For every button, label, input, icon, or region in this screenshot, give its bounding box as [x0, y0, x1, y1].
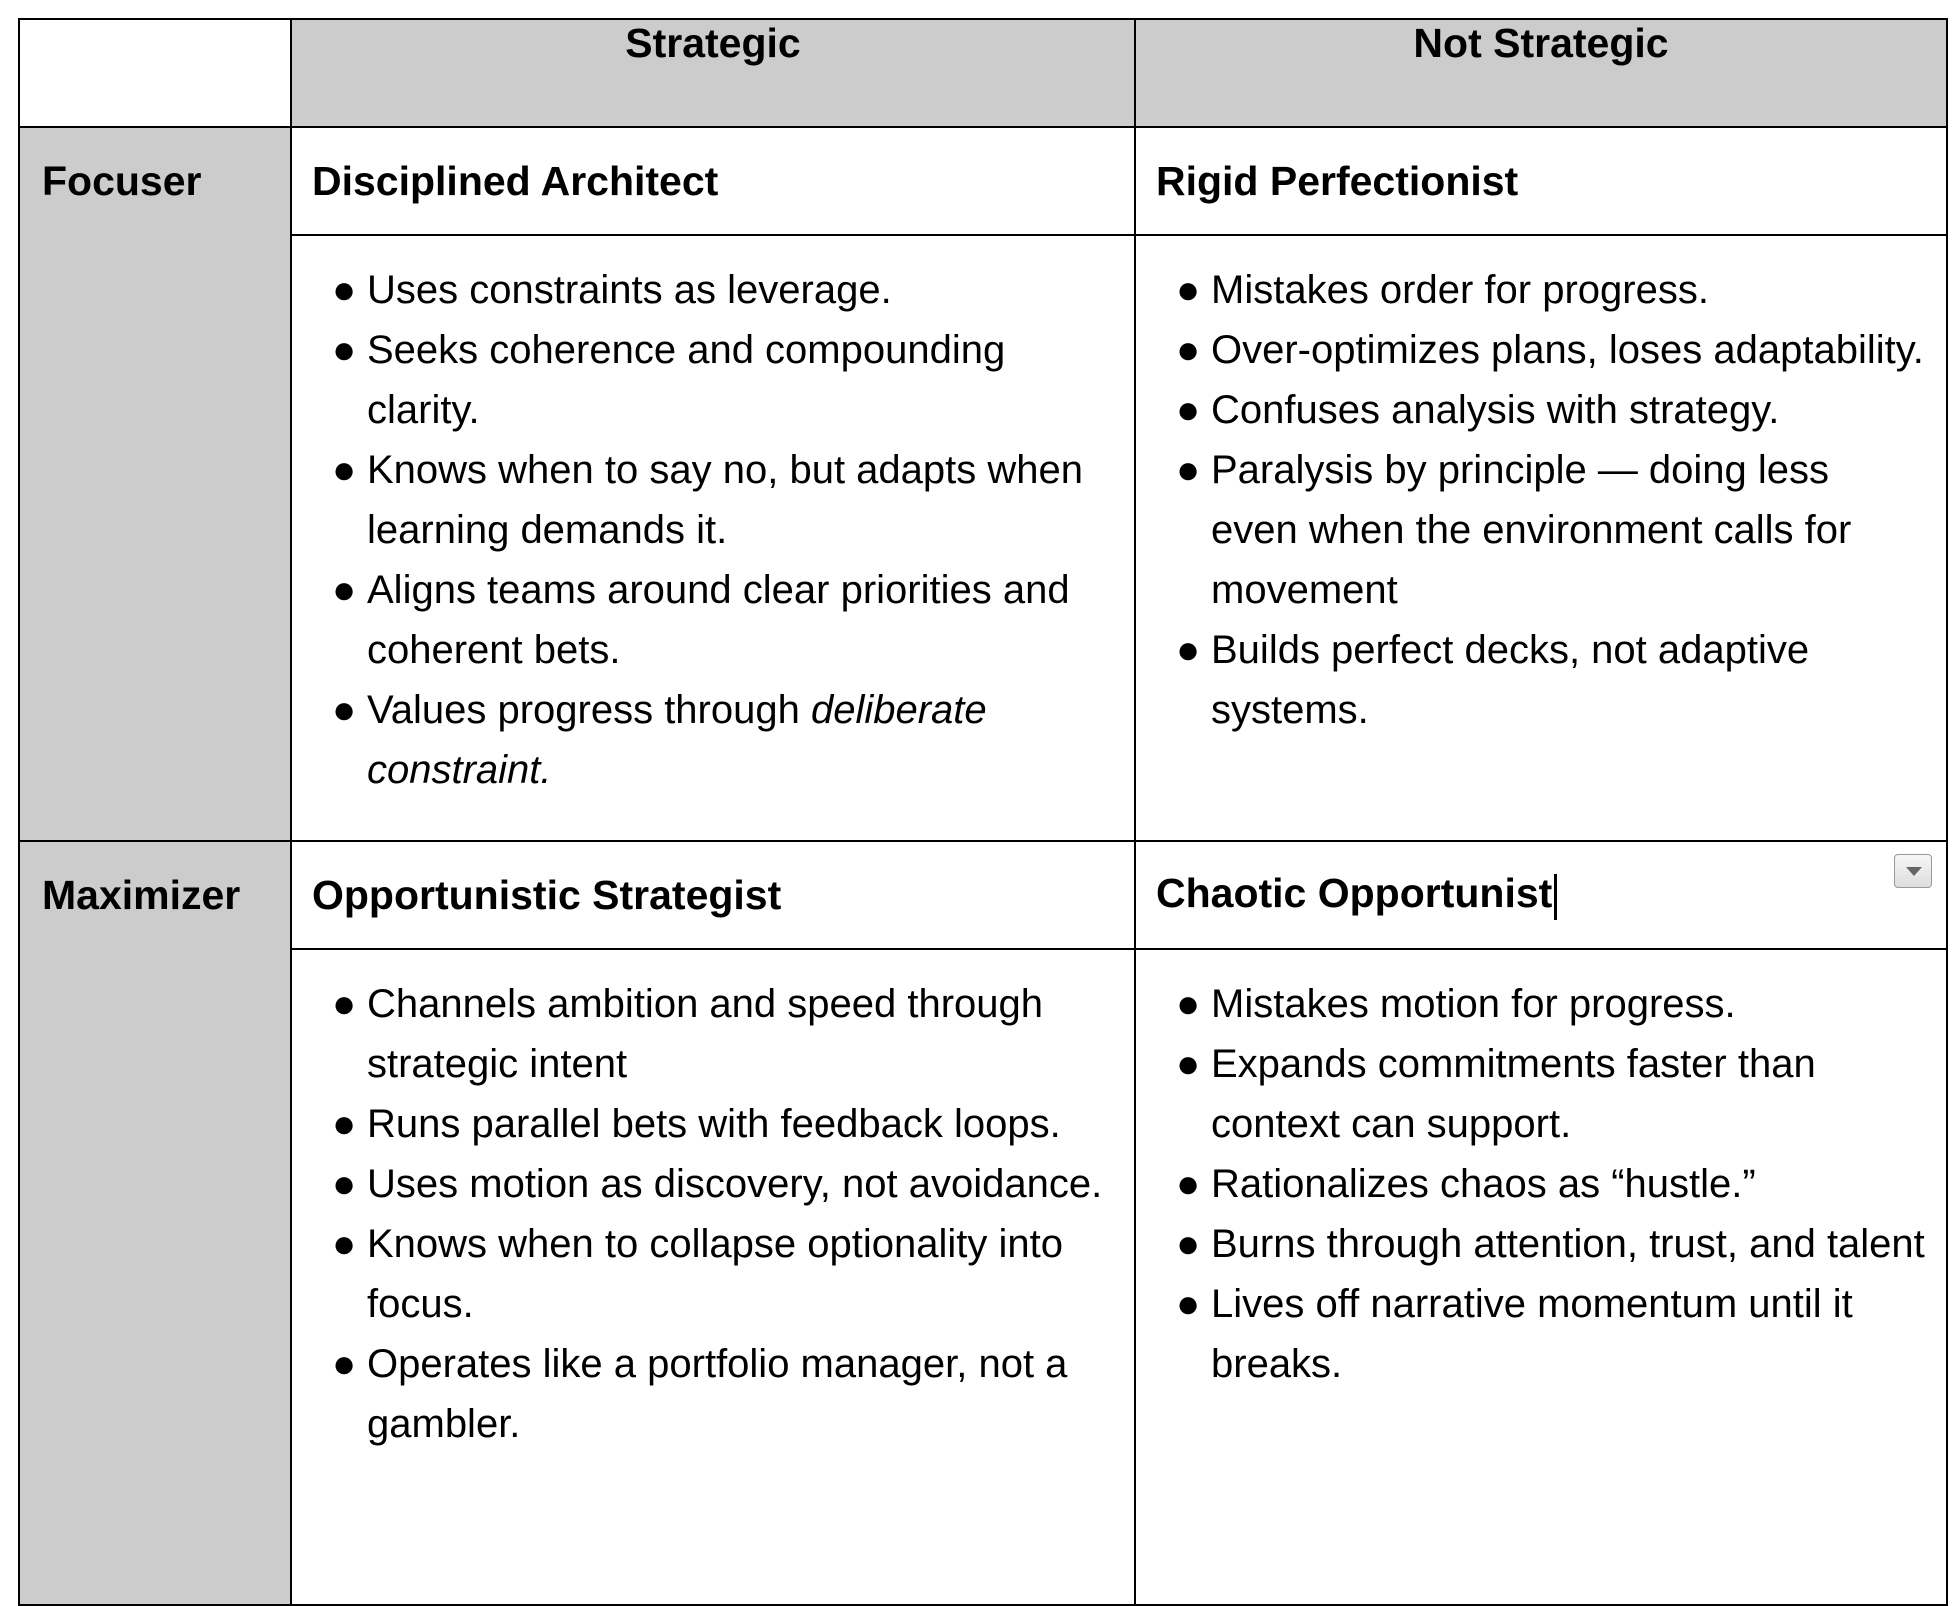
bullet-icon: ● [332, 1222, 357, 1266]
row-label-maximizer[interactable]: Maximizer [19, 841, 291, 1605]
bullet-icon: ● [332, 268, 357, 312]
bullet-icon: ● [332, 688, 357, 732]
bullet-icon: ● [332, 448, 357, 492]
bullet-icon: ● [1176, 982, 1201, 1026]
list-item: ● Builds perfect decks, not adaptive systems. [1176, 620, 1926, 740]
list-item: ● Rationalizes chaos as “hustle.” [1176, 1154, 1926, 1214]
strategy-matrix-table [18, 18, 1948, 1606]
list-item: ● Aligns teams around clear priorities and coherent bets. [332, 560, 1114, 680]
list-item: ● Uses constraints as leverage. [332, 260, 1114, 320]
bullet-icon: ● [1176, 388, 1201, 432]
bullet-icon: ● [1176, 268, 1201, 312]
bullet-icon: ● [1176, 1042, 1201, 1086]
list-item: ● Mistakes motion for progress. [1176, 974, 1926, 1034]
list-item: ● Knows when to say no, but adapts when learning demands it. [332, 440, 1114, 560]
row-label-focuser[interactable]: Focuser [19, 127, 291, 841]
bullet-icon: ● [1176, 1222, 1201, 1266]
column-header-not-strategic[interactable]: Not Strategic [1135, 19, 1947, 127]
list-item: ● Runs parallel bets with feedback loops. [332, 1094, 1114, 1154]
list-item: ● Mistakes order for progress. [1176, 260, 1926, 320]
list-item: ● Seeks coherence and compounding clarity. [332, 320, 1114, 440]
cell-body-rigid-perfectionist[interactable] [1135, 235, 1947, 841]
cell-title-opportunistic-strategist[interactable]: Opportunistic Strategist [291, 841, 1135, 949]
list-item: ● Over-optimizes plans, loses adaptability. [1176, 320, 1926, 380]
bullet-icon: ● [332, 568, 357, 612]
list-item: ● Uses motion as discovery, not avoidance. [332, 1154, 1114, 1214]
list-item: ● Channels ambition and speed through strategic intent [332, 974, 1114, 1094]
bullet-list [1176, 260, 1926, 740]
cell-menu-chevron-down-icon[interactable] [1894, 854, 1932, 888]
bullet-icon: ● [1176, 1282, 1201, 1326]
bullet-icon: ● [1176, 1162, 1201, 1206]
bullet-list [332, 974, 1114, 1454]
list-item: ● Paralysis by principle — doing less even when the environment calls for movement [1176, 440, 1926, 620]
bullet-icon: ● [1176, 448, 1201, 492]
list-item: ● Burns through attention, trust, and talent [1176, 1214, 1926, 1274]
list-item: ● Expands commitments faster than context can support. [1176, 1034, 1926, 1154]
bullet-icon: ● [332, 328, 357, 372]
text-cursor-icon [1554, 874, 1557, 920]
cell-title-chaotic-opportunist[interactable] [1135, 841, 1947, 949]
cell-title-rigid-perfectionist[interactable]: Rigid Perfectionist [1135, 127, 1947, 235]
bullet-icon: ● [1176, 328, 1201, 372]
focuser-title-row [19, 127, 1947, 235]
list-item: ● Confuses analysis with strategy. [1176, 380, 1926, 440]
italic-text: deliberate constraint. [367, 688, 987, 792]
header-row [19, 19, 1947, 127]
focuser-body-row [19, 235, 1947, 841]
column-header-strategic[interactable]: Strategic [291, 19, 1135, 127]
cell-body-disciplined-architect[interactable] [291, 235, 1135, 841]
cell-body-opportunistic-strategist[interactable] [291, 949, 1135, 1605]
bullet-icon: ● [332, 1102, 357, 1146]
corner-cell[interactable] [19, 19, 291, 127]
bullet-icon: ● [332, 1342, 357, 1386]
list-item: ● Knows when to collapse optionality into focus. [332, 1214, 1114, 1334]
cell-body-chaotic-opportunist[interactable] [1135, 949, 1947, 1605]
list-item: ● Lives off narrative momentum until it breaks. [1176, 1274, 1926, 1394]
cell-title-disciplined-architect[interactable]: Disciplined Architect [291, 127, 1135, 235]
cell-title-text: Chaotic Opportunist [1156, 870, 1553, 917]
bullet-list [1176, 974, 1926, 1394]
list-item: ● Operates like a portfolio manager, not a gambler. [332, 1334, 1114, 1454]
maximizer-title-row [19, 841, 1947, 949]
bullet-list [332, 260, 1114, 800]
bullet-icon: ● [1176, 628, 1201, 672]
maximizer-body-row [19, 949, 1947, 1605]
list-item: ● Values progress through deliberate constraint. [332, 680, 1114, 800]
bullet-icon: ● [332, 1162, 357, 1206]
bullet-icon: ● [332, 982, 357, 1026]
